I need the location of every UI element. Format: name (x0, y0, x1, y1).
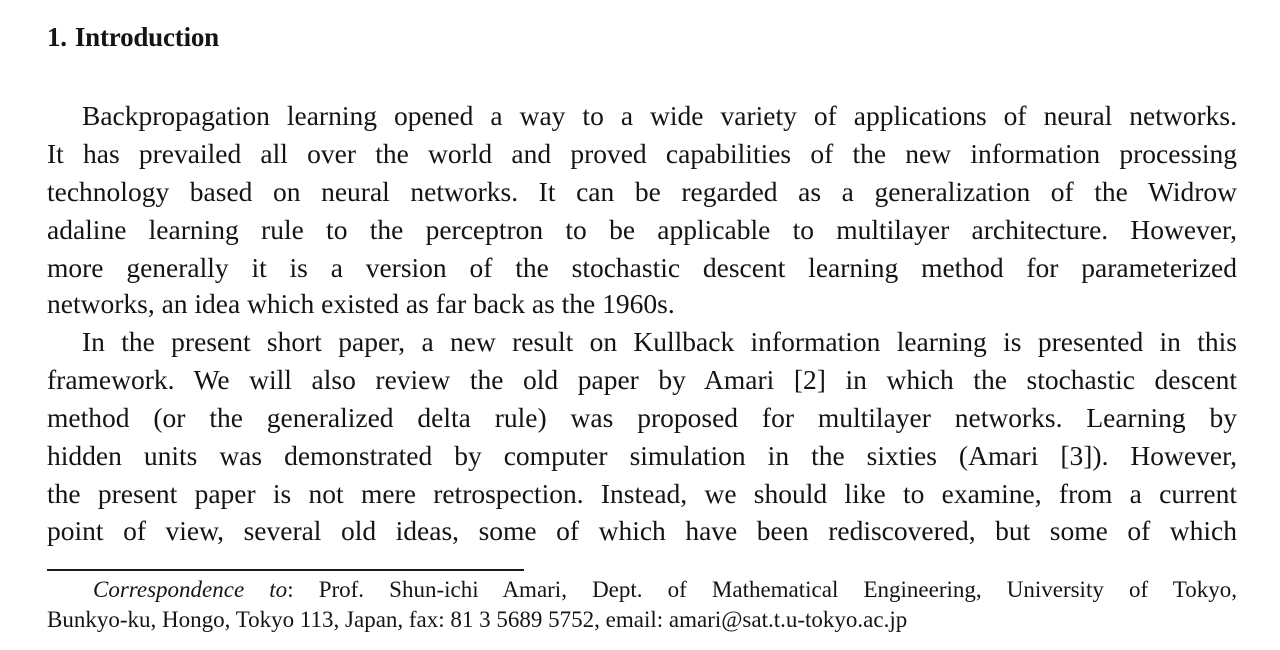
paragraph-2-line-5: the present paper is not mere retrospection. Instead, we should like to examine, from a current (47, 478, 1237, 509)
paragraph-2-line-3: method (or the generalized delta rule) was proposed for multilayer networks. Learning by (47, 402, 1237, 433)
footnote-line-1-text: : Prof. Shun-ichi Amari, Dept. of Mathematical Engineering, University of Tokyo, (287, 577, 1237, 602)
paragraph-1-line-3: technology based on neural networks. It can be regarded as a generalization of the Widrow (47, 176, 1237, 207)
paragraph-2-line-4: hidden units was demonstrated by computer simulation in the sixties (Amari [3]). However, (47, 440, 1237, 471)
section-title: Introduction (74, 22, 219, 52)
paragraph-1-line-1: Backpropagation learning opened a way to a wide variety of applications of neural networks. (82, 100, 1237, 131)
paragraph-1-line-6: networks, an idea which existed as far back as the 1960s. (47, 288, 675, 319)
paragraph-1-line-5: more generally it is a version of the stochastic descent learning method for parameterized (47, 252, 1237, 283)
paragraph-2-line-6: point of view, several old ideas, some of which have been rediscovered, but some of which (47, 515, 1237, 546)
section-number: 1. (47, 22, 67, 52)
paragraph-2-line-2: framework. We will also review the old paper by Amari [2] in which the stochastic descent (47, 364, 1237, 395)
paragraph-2-line-1: In the present short paper, a new result on Kullback information learning is presented in this (82, 326, 1237, 357)
footnote-rule (47, 569, 524, 571)
footnote-line-2: Bunkyo-ku, Hongo, Tokyo 113, Japan, fax: 81 3 5689 5752, email: amari@sat.t.u-tokyo.ac.jp (47, 607, 908, 632)
section-heading (47, 22, 219, 53)
footnote-label: Correspondence to (93, 577, 288, 602)
paragraph-1-line-2: It has prevailed all over the world and proved capabilities of the new information processing (47, 138, 1237, 169)
footnote-line-1 (93, 575, 1237, 605)
paragraph-1-line-4: adaline learning rule to the perceptron to be applicable to multilayer architecture. However, (47, 214, 1237, 245)
